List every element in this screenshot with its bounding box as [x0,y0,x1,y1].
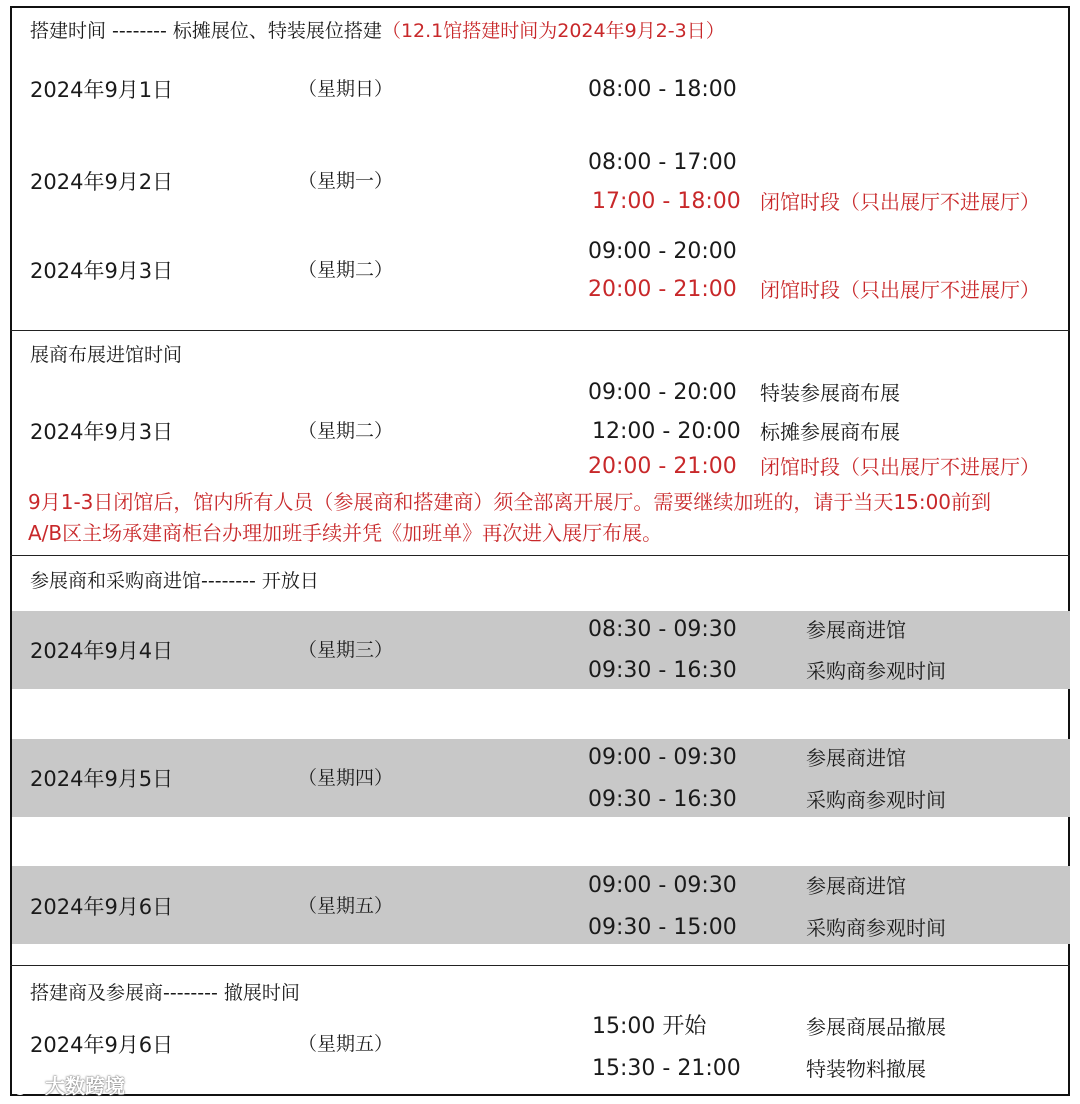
s1-row2-date: 2024年9月2日 [30,170,174,194]
s3-row1-weekday: （星期三） [298,639,394,661]
s3-row1-date: 2024年9月4日 [30,639,174,663]
s2-date: 2024年9月3日 [30,420,174,444]
s3-row3-time2: 09:30 - 15:00 [588,915,737,940]
s1-row3-weekday: （星期二） [298,259,394,281]
s1-row3-closed-note: 闭馆时段（只出展厅不进展厅） [760,278,1040,302]
section4-heading: 搭建商及参展商-------- 撤展时间 [30,982,300,1004]
s2-notice-line1: 9月1-3日闭馆后，馆内所有人员（参展商和搭建商）须全部离开展厅。需要继续加班的，请于当天15:00前到 [28,490,992,514]
s2-desc1: 特装参展商布展 [760,381,900,405]
s1-row2-time2: 17:00 - 18:00 [592,189,741,214]
s2-time2: 12:00 - 20:00 [592,419,741,444]
s3-row1-desc1: 参展商进馆 [806,618,906,642]
s3-row1-desc2: 采购商参观时间 [806,659,946,683]
watermark-logo-icon [14,1080,38,1096]
s3-row2-time2: 09:30 - 16:30 [588,787,737,812]
s1-row3-time2: 20:00 - 21:00 [588,277,737,302]
s2-notice-line2: A/B区主场承建商柜台办理加班手续并凭《加班单》再次进入展厅布展。 [28,521,663,545]
s3-row2-time1: 09:00 - 09:30 [588,745,737,770]
s2-weekday: （星期二） [298,420,394,442]
s1-row2-time1: 08:00 - 17:00 [588,150,737,175]
s1-row2-closed-note: 闭馆时段（只出展厅不进展厅） [760,190,1040,214]
s3-row3-desc1: 参展商进馆 [806,874,906,898]
s3-row3-date: 2024年9月6日 [30,895,174,919]
watermark-text: 大数跨境 [44,1074,125,1098]
s4-time1: 15:00 开始 [592,1014,707,1039]
s2-time1: 09:00 - 20:00 [588,380,737,405]
s2-time3: 20:00 - 21:00 [588,454,737,479]
watermark [14,1070,125,1099]
s3-row3-weekday: （星期五） [298,895,394,917]
s3-row1-time2: 09:30 - 16:30 [588,658,737,683]
s1-row1-date: 2024年9月1日 [30,78,174,102]
s3-row2-date: 2024年9月5日 [30,767,174,791]
s3-row3-time1: 09:00 - 09:30 [588,873,737,898]
section1-heading-text: 搭建时间 -------- 标摊展位、特装展位搭建 [30,20,382,42]
s4-desc1: 参展商展品撤展 [806,1015,946,1039]
s2-desc3: 闭馆时段（只出展厅不进展厅） [760,455,1040,479]
section2-heading: 展商布展进馆时间 [30,344,183,366]
s4-desc2: 特装物料撤展 [806,1057,926,1081]
divider-1 [10,330,1070,331]
s3-row2-desc2: 采购商参观时间 [806,788,946,812]
s1-row2-weekday: （星期一） [298,170,394,192]
divider-2 [10,555,1070,556]
s1-row1-weekday: （星期日） [298,78,394,100]
s3-row1-time1: 08:30 - 09:30 [588,617,737,642]
s3-row2-weekday: （星期四） [298,767,394,789]
s1-row3-time1: 09:00 - 20:00 [588,239,737,264]
section3-heading: 参展商和采购商进馆-------- 开放日 [30,570,319,592]
s1-row1-time: 08:00 - 18:00 [588,77,737,102]
section1-heading-note: （12.1馆搭建时间为2024年9月2-3日） [381,20,725,42]
s2-desc2: 标摊参展商布展 [760,420,900,444]
s1-row3-date: 2024年9月3日 [30,259,174,283]
s3-row2-desc1: 参展商进馆 [806,746,906,770]
section1-heading [30,22,725,41]
s4-date: 2024年9月6日 [30,1033,174,1057]
s4-time2: 15:30 - 21:00 [592,1056,741,1081]
divider-3 [10,965,1070,966]
s4-weekday: （星期五） [298,1033,394,1055]
s3-row3-desc2: 采购商参观时间 [806,916,946,940]
